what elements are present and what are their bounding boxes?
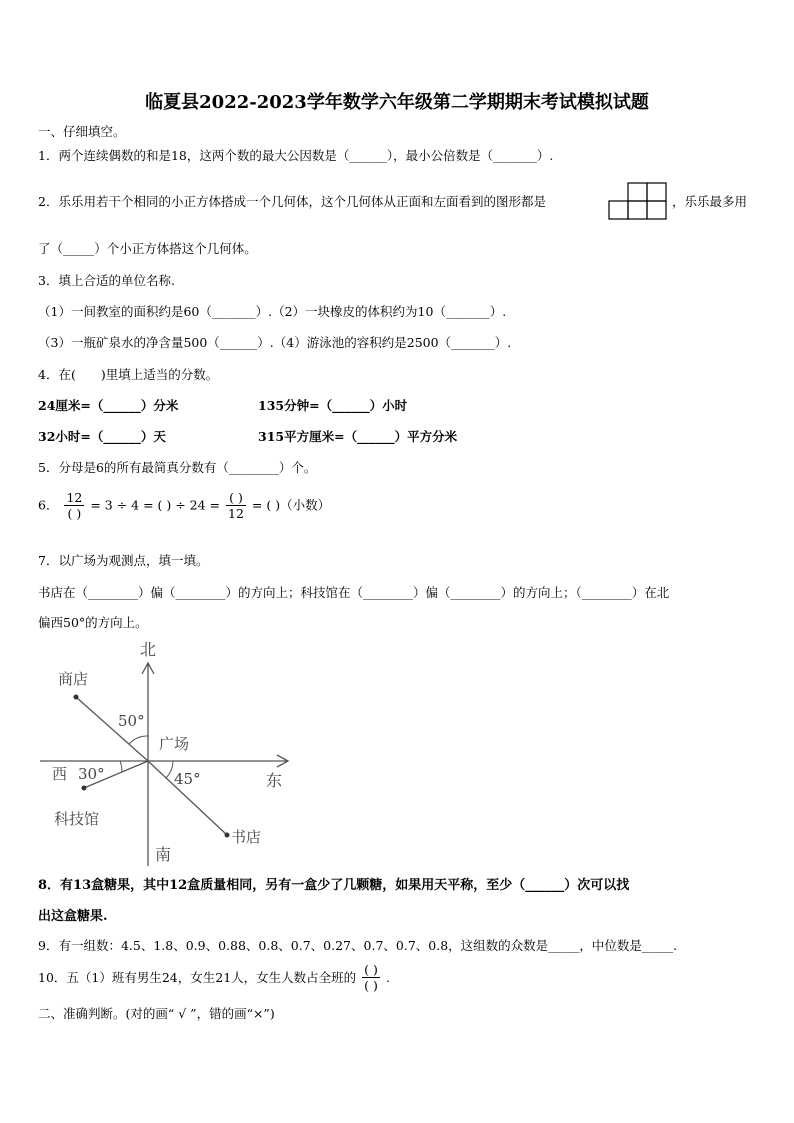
angle-30-label: 30° [78,765,105,783]
question-8-line-2: 出这盒糖果. [38,909,108,924]
north-label: 北 [140,640,157,659]
fraction-2 [226,490,246,521]
question-10-numerator: ( ) [364,962,378,977]
question-10-denominator: ( ) [364,978,378,993]
question-3-line-2: （3）一瓶矿泉水的净含量500（______）.（4）游泳池的容积约是2500（_______）. [38,335,512,350]
question-10-text: 10．五（1）班有男生24，女生21人，女生人数占全班的 [38,970,357,985]
fraction-1 [64,490,84,521]
angle-50-label: 50° [118,712,145,730]
book-point [225,833,230,838]
fraction-2-denominator: 12 [228,506,244,521]
question-6 [38,490,330,521]
east-label: 东 [266,771,283,790]
question-2-line-2: 了（_____）个小正方体搭这个几何体。 [38,241,257,256]
fraction-1-denominator: ( ) [67,506,82,521]
question-4-d: 315平方厘米=（______）平方分米 [258,429,458,444]
tech-point [82,786,87,791]
direction-diagram [40,636,300,866]
question-10 [38,962,390,993]
question-9: 9．有一组数：4.5、1.8、0.9、0.88、0.8、0.7、0.27、0.7、0.7、0.8，这组数的众数是_____，中位数是_____. [38,938,678,953]
question-6-middle: = 3 ÷ 4 = ( ) ÷ 24 = [90,497,221,513]
question-3-line-1: （1）一间教室的面积约是60（_______）.（2）一块橡皮的体积约为10（_______）. [38,304,507,319]
tech-label: 科技馆 [54,810,100,828]
angle-45-label: 45° [174,770,201,788]
question-5: 5．分母是6的所有最简真分数有（________）个。 [38,460,317,475]
shop-label: 商店 [58,670,89,688]
question-2-line-1-end: ，乐乐最多用 [672,194,748,209]
book-label: 书店 [231,828,262,846]
west-label: 西 [52,765,68,783]
question-7-intro: 7．以广场为观测点，填一填。 [38,553,209,568]
question-10-fraction [362,962,380,993]
question-6-end: = ( )（小数） [251,497,331,513]
question-4-a: 24厘米=（______）分米 [38,398,179,413]
cube-view-figure [608,182,668,220]
south-label: 南 [155,845,172,864]
question-3-intro: 3．填上合适的单位名称. [38,273,175,288]
plaza-label: 广场 [159,735,190,753]
question-4-b: 135分钟=（______）小时 [258,398,408,413]
question-2-line-1: 2．乐乐用若干个相同的小正方体搭成一个几何体，这个几何体从正面和左面看到的图形都是 [38,194,546,209]
question-6-label: 6． [38,497,59,513]
question-7-line-2: 偏西50°的方向上。 [38,615,148,630]
shop-point [74,695,79,700]
question-4-intro: 4．在( )里填上适当的分数。 [38,367,219,382]
angle-30-arc [120,761,122,772]
question-10-end: . [385,970,390,985]
section-2-heading: 二、准确判断。(对的画“ √ ”，错的画“×”) [38,1006,275,1021]
section-1-heading: 一、仔细填空。 [38,124,126,139]
fraction-2-numerator: ( ) [226,490,246,506]
question-1: 1．两个连续偶数的和是18，这两个数的最大公因数是（______），最小公倍数是（_______）. [38,148,554,163]
fraction-1-numerator: 12 [66,490,83,505]
question-4-c: 32小时=（______）天 [38,429,166,444]
angle-45-arc [166,761,173,778]
question-8-line-1: 8．有13盒糖果，其中12盒质量相同，另有一盒少了几颗糖，如果用天平称，至少（______）次可以找 [38,878,630,893]
question-7-line-1: 书店在（________）偏（________）的方向上；科技馆在（________）偏（________）的方向上；（________）在北 [38,585,670,600]
angle-50-arc [129,736,148,744]
page-title: 临夏县2022-2023学年数学六年级第二学期期末考试模拟试题 [145,92,649,113]
